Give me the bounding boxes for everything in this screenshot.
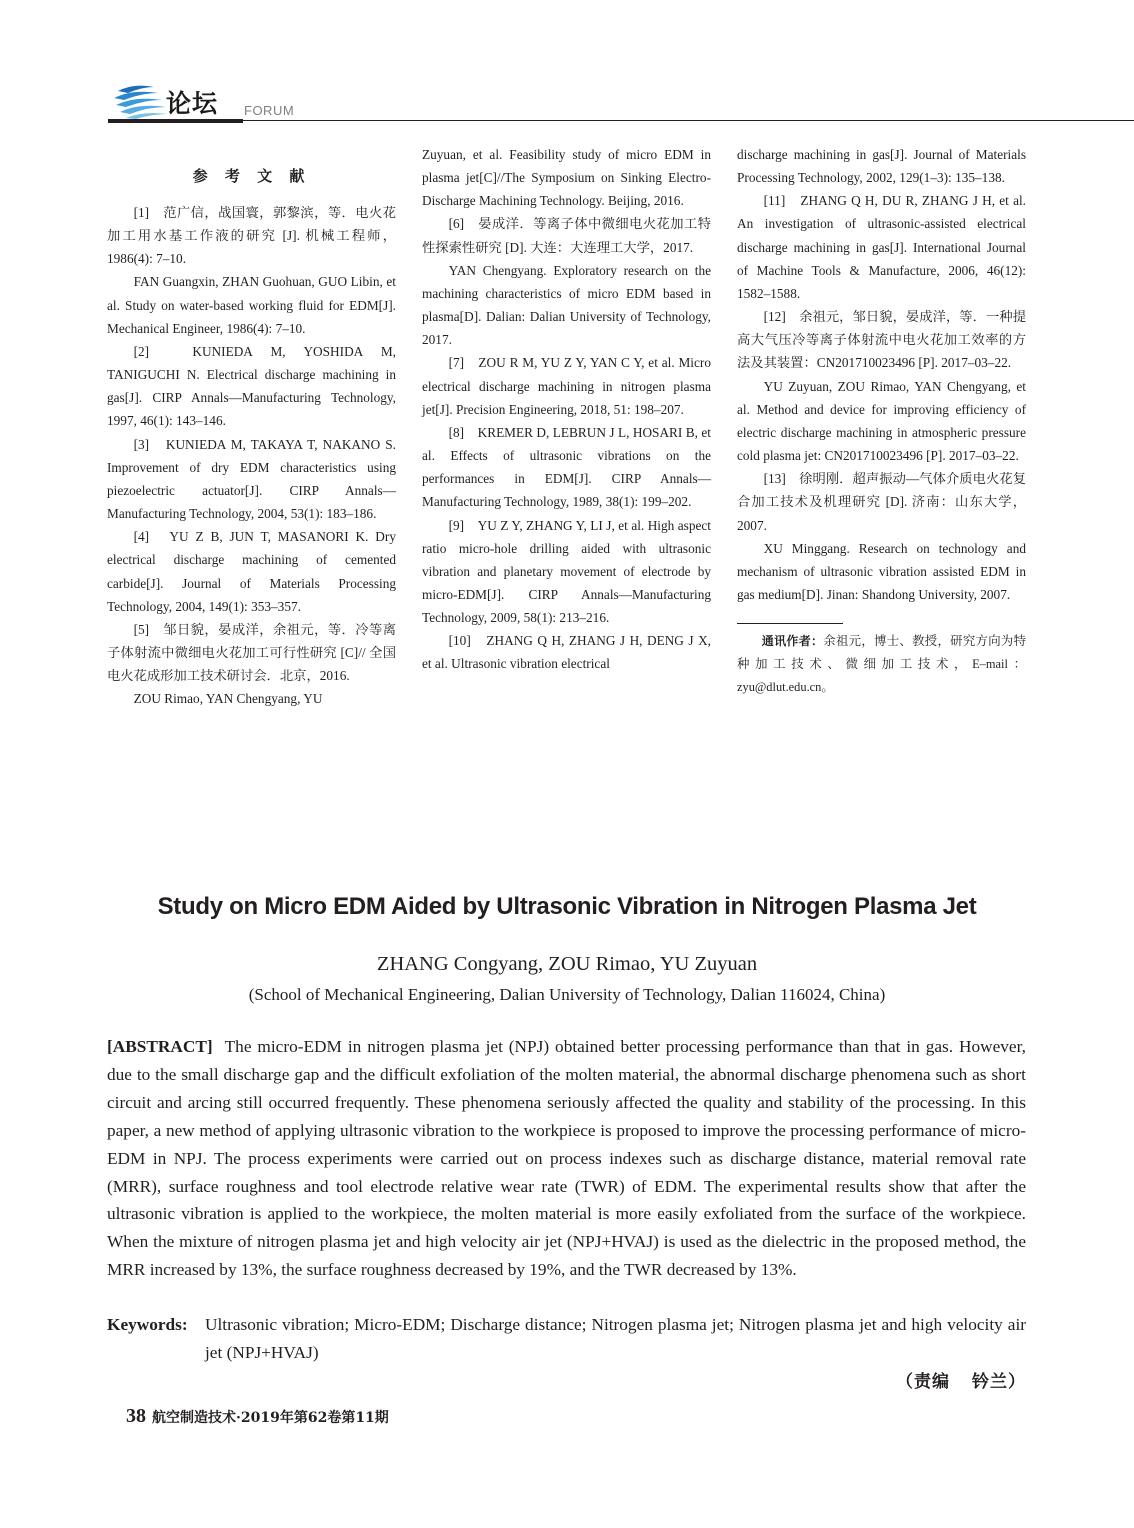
editor-note (896, 1367, 1026, 1392)
page-header (108, 78, 1134, 126)
contact-text: 余祖元，博士、教授，研究方向为特种加工技术、微细加工技术，E–mail：zyu@dlut.edu.cn。 (737, 634, 1026, 695)
reference-item: ZOU Rimao, YAN Chengyang, YU (133, 691, 323, 707)
reference-item: FAN Guangxin, ZHAN Guohuan, GUO Libin, et al. Study on water-based working fluid for EDM[J]. Mechanical Engineer, 1986(4): 7–10. (107, 274, 396, 336)
reference-item: [11] ZHANG Q H, DU R, ZHANG J H, et al. An investigation of ultrasonic-assisted electrical discharge machining in gas[J]. International Journal of Machine Tools & Manufacture, 2006, 46(12): 1582–1588. (737, 193, 1026, 301)
contact-divider (737, 623, 843, 624)
wave-logo-icon (112, 82, 172, 120)
reference-item: [8] KREMER D, LEBRUN J L, HOSARI B, et al. Effects of ultrasonic vibrations on the performances in EDM[J]. CIRP Annals—Manufacturing Technology, 1989, 38(1): 199–202. (422, 424, 711, 510)
reference-continuation: Zuyuan, et al. Feasibility study of micro EDM in plasma jet[C]//The Symposium on Sinking Electro-Discharge Machining Technology. Beijing, 2016. (422, 147, 711, 209)
corresponding-author (737, 630, 1026, 699)
reference-item: [1] 范广信，战国寰，郭黎滨，等．电火花加工用水基工作液的研究 [J]. 机械工程师，1986(4): 7–10. (107, 205, 396, 267)
abstract-text: The micro-EDM in nitrogen plasma jet (NPJ) obtained better processing performance than that in gas. However, due to the small discharge gap and the difficult exfoliation of the molten material, the abnormal discharge phenomena such as short circuit and arcing still occurred frequently. These phenomena seriously affected the quality and stability of the processing. In this paper, a new method of applying ultrasonic vibration to the workpiece is proposed to improve the processing performance of micro-EDM in NPJ. The process experiments were carried out on process indexes such as discharge distance, material removal rate (MRR), surface roughness and tool electrode relative wear rate (TWR) of EDM. The experimental results show that after the ultrasonic vibration is applied to the workpiece, the molten material is more easily exfoliated from the surface of the workpiece. When the mixture of nitrogen plasma jet and high velocity air jet (NPJ+HVAJ) is used as the dielectric in the proposed method, the MRR increased by 13%, the surface roughness decreased by 19%, and the TWR decreased by 13%. (107, 1037, 1026, 1280)
keywords-label: Keywords: (107, 1315, 188, 1334)
reference-item: YAN Chengyang. Exploratory research on the machining characteristics of micro EDM based in plasma[D]. Dalian: Dalian University of Technology, 2017. (422, 262, 711, 348)
header-rule-thin (243, 120, 1134, 121)
contact-label: 通讯作者： (761, 634, 824, 649)
references-column-1 (107, 143, 396, 710)
english-abstract (107, 1033, 1026, 1284)
editor-name: 钤兰） (972, 1372, 1026, 1392)
references-column-2 (422, 143, 711, 676)
section-title-en: FORUM (244, 103, 295, 118)
reference-item: [10] ZHANG Q H, ZHANG J H, DENG J X, et al. Ultrasonic vibration electrical (422, 633, 711, 672)
reference-item: [7] ZOU R M, YU Z Y, YAN C Y, et al. Micro electrical discharge machining in nitrogen plasma jet[J]. Precision Engineering, 2018, 51: 198–207. (422, 355, 711, 417)
reference-item: [5] 邹日貌，晏成洋，余祖元，等．冷等离子体射流中微细电火花加工可行性研究 [C]// 全国电火花成形加工技术研讨会．北京，2016. (107, 621, 396, 684)
english-authors: ZHANG Congyang, ZOU Rimao, YU Zuyuan (376, 953, 758, 975)
reference-item: [3] KUNIEDA M, TAKAYA T, NAKANO S. Improvement of dry EDM characteristics using piezoelectric actuator[J]. CIRP Annals—Manufacturing Technology, 2004, 53(1): 183–186. (107, 436, 396, 522)
english-affiliation: (School of Mechanical Engineering, Dalian University of Technology, Dalian 116024, China) (248, 985, 886, 1004)
keywords-text: Ultrasonic vibration; Micro-EDM; Discharge distance; Nitrogen plasma jet; Nitrogen plasma jet and high velocity air jet (NPJ+HVAJ) (205, 1315, 1026, 1362)
reference-item: [4] YU Z B, JUN T, MASANORI K. Dry electrical discharge machining of cemented carbide[J]. Journal of Materials Processing Technology, 2004, 149(1): 353–357. (107, 529, 396, 614)
reference-item: XU Minggang. Research on technology and mechanism of ultrasonic vibration assisted EDM in gas medium[D]. Jinan: Shandong University, 2007. (737, 540, 1026, 602)
page-number: 38 (126, 1405, 146, 1427)
reference-item: [13] 徐明刚．超声振动—气体介质电火花复合加工技术及机理研究 [D]. 济南：山东大学，2007. (737, 471, 1026, 533)
references-column-3 (737, 143, 1026, 699)
english-keywords (107, 1311, 1026, 1367)
reference-item: [9] YU Z Y, ZHANG Y, LI J, et al. High aspect ratio micro-hole drilling aided with ultrasonic vibration and planetary movement of electrode by micro-EDM[J]. CIRP Annals—Manufacturing Technology, 2009, 58(1): 213–216. (422, 517, 711, 626)
page-footer (126, 1405, 389, 1428)
reference-item: [6] 晏成洋．等离子体中微细电火花加工特性探索性研究 [D]. 大连：大连理工大学，2017. (422, 216, 711, 255)
journal-info: 航空制造技术·2019年第62卷第11期 (152, 1410, 389, 1426)
reference-item: [12] 余祖元，邹日貌，晏成洋，等．一种提高大气压冷等离子体射流中电火花加工效率的方法及其装置：CN201710023496 [P]. 2017–03–22. (737, 309, 1026, 371)
references-heading: 参 考 文 献 (192, 167, 311, 185)
section-title-cn: 论坛 (166, 89, 219, 118)
reference-continuation: discharge machining in gas[J]. Journal of Materials Processing Technology, 2002, 129(1–3): 135–138. (737, 147, 1026, 186)
header-rule-thick (108, 119, 243, 123)
abstract-label: [ABSTRACT] (107, 1037, 213, 1056)
editor-label: （责编 (896, 1372, 950, 1392)
reference-item: YU Zuyuan, ZOU Rimao, YAN Chengyang, et al. Method and device for improving efficiency of electric discharge machining in atmospheric pressure cold plasma jet: CN201710023496 [P]. 2017–03–22. (737, 378, 1026, 464)
english-title: Study on Micro EDM Aided by Ultrasonic Vibration in Nitrogen Plasma Jet (157, 893, 977, 920)
reference-item: [2] KUNIEDA M, YOSHIDA M, TANIGUCHI N. Electrical discharge machining in gas[J]. CIRP Annals—Manufacturing Technology, 1997, 46(1): 143–146. (107, 343, 396, 429)
